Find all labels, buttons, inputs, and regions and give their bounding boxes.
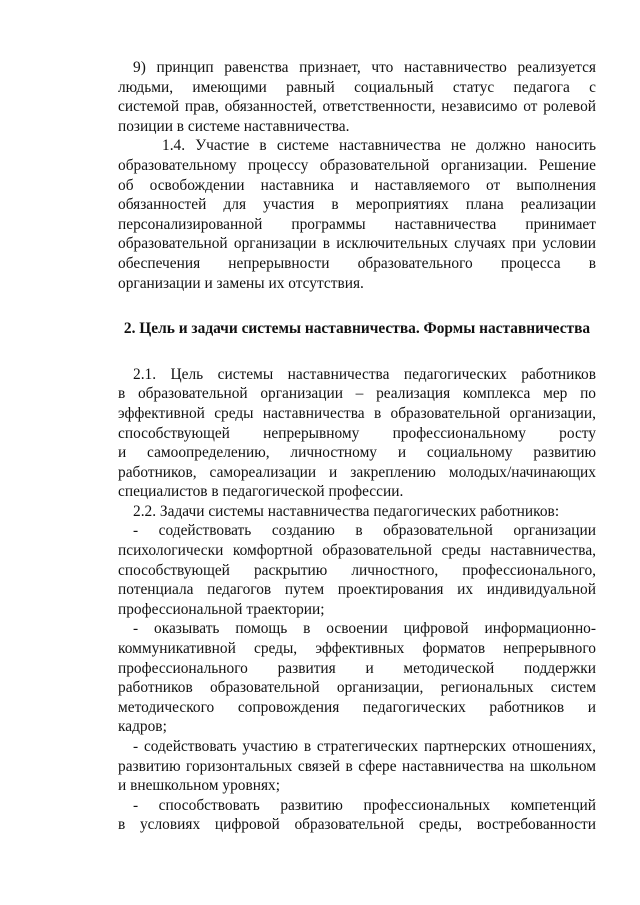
text-line: позиции в системе наставничества. [118, 117, 350, 135]
text-line: способствующей непрерывному профессиональному росту [118, 424, 596, 442]
section-heading: 2. Цель и задачи системы наставничества. Формы наставничества [123, 320, 591, 338]
text-line: эффективной среды наставничества в образовательной организации, [118, 404, 596, 422]
text-line: - содействовать участию в стратегических партнерских отношениях, [133, 738, 596, 755]
text-line: - оказывать помощь в освоении цифровой информационно- [133, 620, 596, 638]
text-line: в образовательной организации – реализация комплекса мер по [118, 385, 596, 403]
text-line: развитию горизонтальных связей в сфере наставничества на школьном [118, 757, 596, 775]
text-line: и самоопределению, личностному и социальному развитию [118, 444, 596, 462]
list-item-task-2 [118, 619, 596, 737]
paragraph-principle-9 [118, 58, 596, 136]
text-line: 2.1. Цель системы наставничества педагогических работников [133, 365, 596, 383]
paragraph-2-2 [118, 502, 596, 522]
paragraph-1-4 [118, 136, 596, 293]
text-line: обеспечения непрерывности образовательного процесса в [118, 254, 596, 272]
text-line: профессионального развития и методической поддержки [118, 659, 596, 677]
text-line: 2.2. Задачи системы наставничества педагогических работников: [133, 502, 560, 520]
text-line: профессиональной траектории; [118, 600, 325, 618]
list-item-task-4 [118, 796, 596, 835]
list-item-task-1 [118, 521, 596, 619]
text-line: потенциала педагогов путем проектирования их индивидуальной [118, 581, 596, 599]
document-page [118, 58, 596, 835]
text-line: образовательному процессу образовательной организации. Решение [118, 156, 596, 174]
text-line: работников образовательной организации, региональных систем [118, 679, 596, 697]
text-line: методического сопровождения педагогических работников и [118, 698, 596, 716]
text-line: работников, самореализации и закреплению молодых/начинающих [118, 463, 596, 481]
text-line: системой прав, обязанностей, ответственности, независимо от ролевой [118, 98, 596, 116]
text-line: - содействовать созданию в образовательной организации [133, 522, 596, 540]
text-line: кадров; [118, 718, 167, 736]
list-item-task-3 [118, 737, 596, 796]
text-line: людьми, имеющими равный социальный статус педагога с [118, 78, 596, 96]
text-line: коммуникативной среды, эффективных форматов непрерывного [118, 640, 596, 658]
text-line: способствующей раскрытию личностного, профессионального, [118, 561, 596, 579]
text-line: психологически комфортной образовательной среды наставничества, [118, 542, 596, 560]
paragraph-2-1 [118, 365, 596, 502]
text-line: и внешкольном уровнях; [118, 777, 281, 795]
text-line: персонализированной программы наставничества принимает [118, 215, 596, 233]
text-line: в условиях цифровой образовательной среды, востребованности [118, 816, 596, 834]
text-line: - способствовать развитию профессиональных компетенций [133, 796, 596, 814]
text-line: обязанностей для участия в мероприятиях плана реализации [118, 196, 596, 214]
text-line: организации и замены их отсутствия. [118, 274, 364, 292]
text-line: образовательной организации в исключительных случаях при условии [118, 235, 596, 253]
text-line: специалистов в педагогической профессии. [118, 483, 404, 501]
text-line: 1.4. Участие в системе наставничества не должно наносить [162, 137, 596, 155]
text-line: 9) принцип равенства признает, что наставничество реализуется [133, 59, 596, 76]
text-line: об освобождении наставника и наставляемого от выполнения [118, 176, 596, 194]
